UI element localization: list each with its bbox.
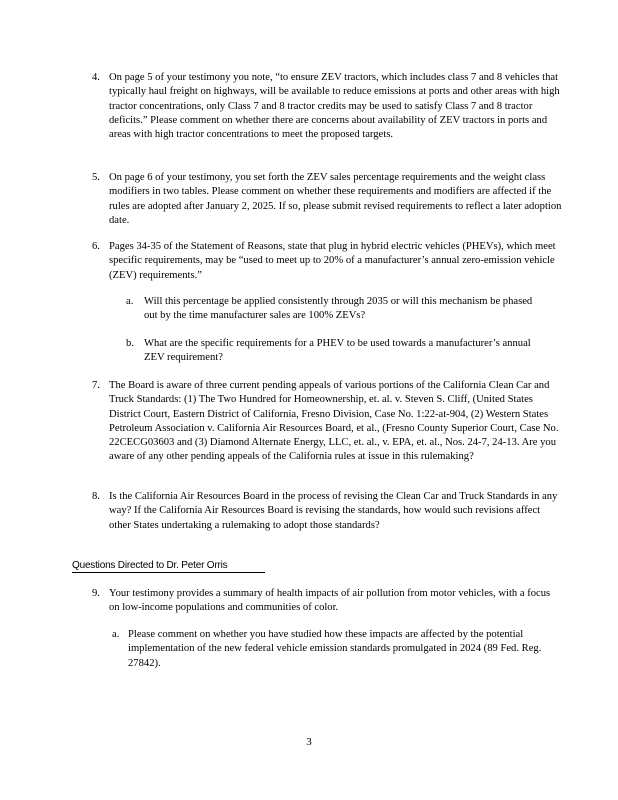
question-text: On page 5 of your testimony you note, “to ensure ZEV tractors, which includes class 7 and 8 vehicles that typically haul freight on highways, will be available to reduce emissions at ports and other areas with high tractor concentrations, only Class 7 and 8 tractor credits may be used to satisfy Class 7 and 8 tractor deficits.” Please comment on whether there are concerns about availability of ZEV tractors in ports and areas with high tractor concentrations to meet the proposed targets. <box>109 72 560 141</box>
sub-item-text: Please comment on whether you have studied how these impacts are affected by the potential implementation of the new federal vehicle emission standards promulgated in 2024 (89 Fed. Reg. 27842). <box>128 629 542 669</box>
sub-item-letter: b. <box>126 338 134 349</box>
question-number: 8. <box>92 491 100 502</box>
sub-item-letter: a. <box>126 296 134 307</box>
question-9 <box>92 587 562 616</box>
question-number: 6. <box>92 241 100 252</box>
sub-item-text: What are the specific requirements for a PHEV to be used towards a manufacturer’s annual ZEV requirement? <box>144 338 531 364</box>
question-6a <box>126 295 546 324</box>
section-heading: Questions Directed to Dr. Peter Orris <box>72 560 228 571</box>
question-text: On page 6 of your testimony, you set forth the ZEV sales percentage requirements and the weight class modifiers in two tables. Please comment on whether these requirements and modifiers are affected if the rules are adopted after January 2, 2025. If so, please submit revised requirements to reflect a later adoption date. <box>109 172 562 226</box>
question-4 <box>92 71 562 142</box>
section-heading-underline <box>72 572 265 573</box>
question-5 <box>92 171 562 228</box>
question-6 <box>92 240 562 283</box>
page-number: 3 <box>306 736 312 748</box>
question-text: The Board is aware of three current pending appeals of various portions of the California Clean Car and Truck Standards: (1) The Two Hundred for Homeownership, et. al. v. Steven S. Cliff, (United States District Court, Eastern District of California, Fresno Division, Case No. 1:22-at-904, (2) Western States Petroleum Association v. California Air Resources Board, et al., (Fresno County Superior Court, Case No. 22CECG03603 and (3) Diamond Alternate Energy, LLC, et. al., v. EPA, et. al., Nos. 24-7, 24-13. Are you aware of any other pending appeals of the California rules at issue in this rulemaking? <box>109 380 559 463</box>
question-number: 9. <box>92 588 100 599</box>
question-6b <box>126 337 546 366</box>
sub-item-text: Will this percentage be applied consistently through 2035 or will this mechanism be phased out by the time manufacturer sales are 100% ZEVs? <box>144 296 533 322</box>
sub-item-letter: a. <box>112 629 120 640</box>
question-text: Is the California Air Resources Board in the process of revising the Clean Car and Truck Standards in any way? If the California Air Resources Board is revising the standards, how would such revisions affect other States undertaking a rulemaking to adopt those standards? <box>109 491 558 531</box>
question-number: 5. <box>92 172 100 183</box>
question-number: 4. <box>92 72 100 83</box>
question-7 <box>92 379 562 465</box>
question-text: Your testimony provides a summary of health impacts of air pollution from motor vehicles, with a focus on low-income populations and communities of color. <box>109 588 551 614</box>
question-number: 7. <box>92 380 100 391</box>
question-9a <box>112 628 552 671</box>
question-8 <box>92 490 562 533</box>
question-text: Pages 34-35 of the Statement of Reasons, state that plug in hybrid electric vehicles (PHEVs), which meet specific requirements, may be “used to meet up to 20% of a manufacturer’s annual zero-emission vehicle (ZEV) requirements.” <box>109 241 556 281</box>
